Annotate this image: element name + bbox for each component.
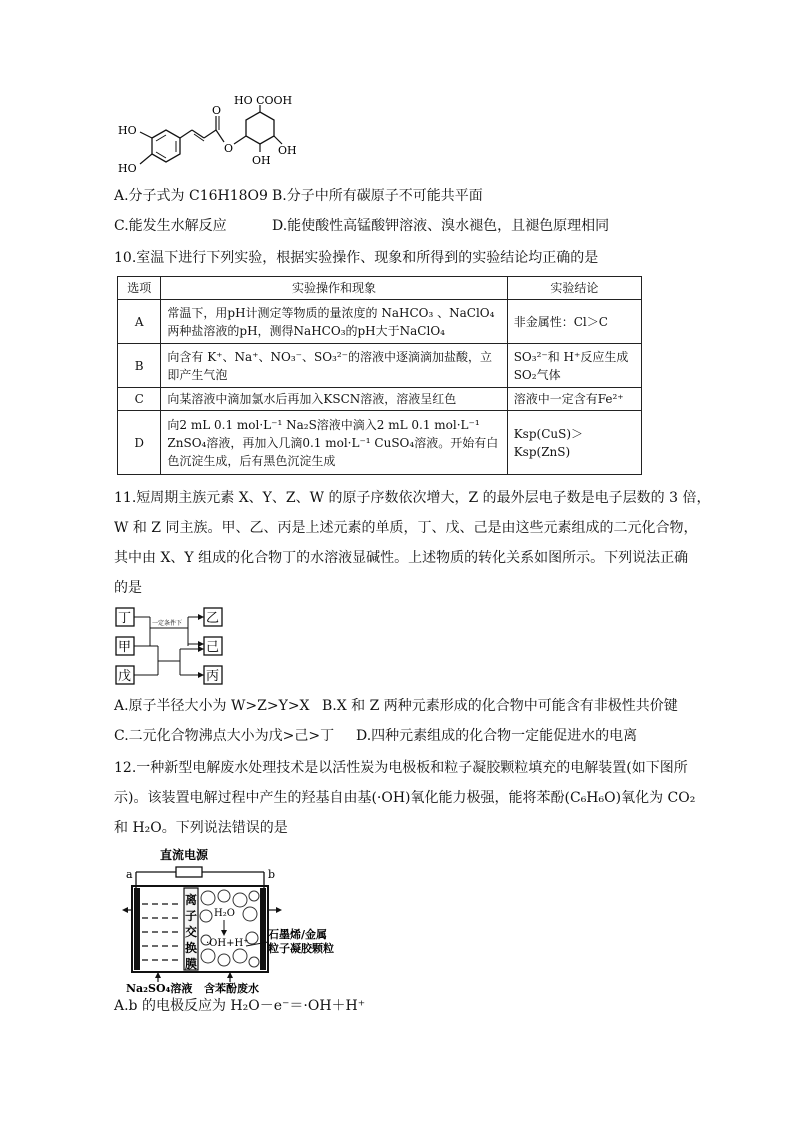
row-option: A [118,300,161,344]
q11-line-3: 其中由 X、Y 组成的化合物丁的水溶液显碱性。上述物质的转化关系如图所示。下列说法正确 [114,550,689,566]
cyclohexane-ring [246,112,274,144]
q10-stem: 10.室温下进行下列实验，根据实验操作、现象和所得到的实验结论均正确的是 [114,250,599,266]
label-oh-ring-1: OH [252,154,271,167]
power-supply-label: 直流电源 [160,848,209,862]
row-conclusion: SO₃²⁻和 H⁺反应生成 SO₂气体 [507,344,641,388]
membrane-char-2: 子 [185,909,198,923]
row-option: D [118,411,161,475]
box-ding: 丁 [118,611,132,626]
na2so4-label: Na₂SO₄溶液 [126,982,193,994]
table-header-row [118,277,642,300]
q12-option-a: A.b 的电极反应为 H₂O－e⁻＝·OH＋H⁺ [114,998,366,1014]
box-wu: 戊 [118,669,132,684]
table-row [118,300,642,344]
q11-option-b: B.X 和 Z 两种元素形成的化合物中可能含有非极性共价键 [322,698,678,714]
graphene-label-1: 石墨烯/金属 [268,928,328,941]
q11-option-a: A.原子半径大小为 W>Z>Y>X [114,698,310,714]
box-ji: 己 [206,640,220,655]
q10-table [117,276,642,475]
electrode-b-label: b [268,868,276,881]
row-operation: 向含有 K⁺、Na⁺、NO₃⁻、SO₃²⁻的溶液中逐滴滴加盐酸，立即产生气泡 [161,344,507,388]
oh-h-label: ·OH+H⁺ [206,938,249,949]
table-row [118,388,642,411]
table-row [118,344,642,388]
header-conclusion: 实验结论 [507,277,641,300]
label-ho-cooh: HO COOH [234,94,293,107]
q11-line-2: W 和 Z 同主族。甲、乙、丙是上述元素的单质，丁、戊、己是由这些元素组成的二元化合物， [114,520,698,536]
header-operation: 实验操作和现象 [161,277,507,300]
table-row [118,411,642,475]
row-conclusion: Ksp(CuS)＞Ksp(ZnS) [507,411,641,475]
box-jia: 甲 [118,640,132,655]
q12-line-2: 示)。该装置电解过程中产生的羟基自由基(·OH)氧化能力极强，能将苯酚(C₆H₆O)氧化为 CO₂ [114,790,696,806]
q9-option-a: A.分子式为 C16H18O9 [114,188,268,204]
box-yi: 乙 [206,611,220,626]
q12-line-3: 和 H₂O。下列说法错误的是 [114,820,288,836]
row-operation: 向2 mL 0.1 mol·L⁻¹ Na₂S溶液中滴入2 mL 0.1 mol·L⁻¹ ZnSO₄溶液，再加入几滴0.1 mol·L⁻¹ CuSO₄溶液。开始有白色沉淀生成，后有黑色沉淀生成 [161,411,507,475]
row-option: B [118,344,161,388]
q12-line-1: 12.一种新型电解废水处理技术是以活性炭为电极板和粒子凝胶颗粒填充的电解装置(如下图所 [114,760,688,776]
label-o-carbonyl: O [212,104,222,117]
membrane-char-1: 离 [185,893,198,907]
electrode-a-label: a [126,868,133,881]
row-operation: 向某溶液中滴加氯水后再加入KSCN溶液，溶液呈红色 [161,388,507,411]
q12-electrolysis-apparatus [118,846,358,994]
row-conclusion: 非金属性：Cl＞C [507,300,641,344]
q11-transformation-diagram [114,606,244,688]
condition-label: 一定条件下 [152,620,183,627]
row-operation: 常温下，用pH计测定等物质的量浓度的 NaHCO₃ 、NaClO₄ 两种盐溶液的pH，测得NaHCO₃的pH大于NaClO₄ [161,300,507,344]
label-ho-2: HO [118,162,137,175]
membrane-char-5: 膜 [185,957,198,971]
row-conclusion: 溶液中一定含有Fe²⁺ [507,388,641,411]
q11-line-4: 的是 [114,580,142,596]
graphene-label-2: 粒子凝胶颗粒 [268,942,334,955]
q9-option-c: C.能发生水解反应 [114,218,227,234]
h2o-label: H₂O [214,908,235,919]
molecule-structure [112,92,312,180]
q9-option-b: B.分子中所有碳原子不可能共平面 [272,188,483,204]
q11-option-c: C.二元化合物沸点大小为戊>己>丁 [114,728,335,744]
header-option: 选项 [118,277,161,300]
label-oh-ring-2: OH [278,144,297,157]
membrane-char-4: 换 [185,941,198,955]
box-bing: 丙 [206,669,220,684]
q11-option-d: D.四种元素组成的化合物一定能促进水的电离 [356,728,638,744]
q11-line-1: 11.短周期主族元素 X、Y、Z、W 的原子序数依次增大，Z 的最外层电子数是电子层数的 3 倍， [114,490,711,506]
q9-option-d: D.能使酸性高锰酸钾溶液、溴水褪色，且褪色原理相同 [272,218,610,234]
phenol-wastewater-label: 含苯酚废水 [204,982,259,994]
label-ho-1: HO [118,124,137,137]
membrane-char-3: 交 [185,925,198,939]
row-option: C [118,388,161,411]
label-o-ester: O [224,142,234,155]
